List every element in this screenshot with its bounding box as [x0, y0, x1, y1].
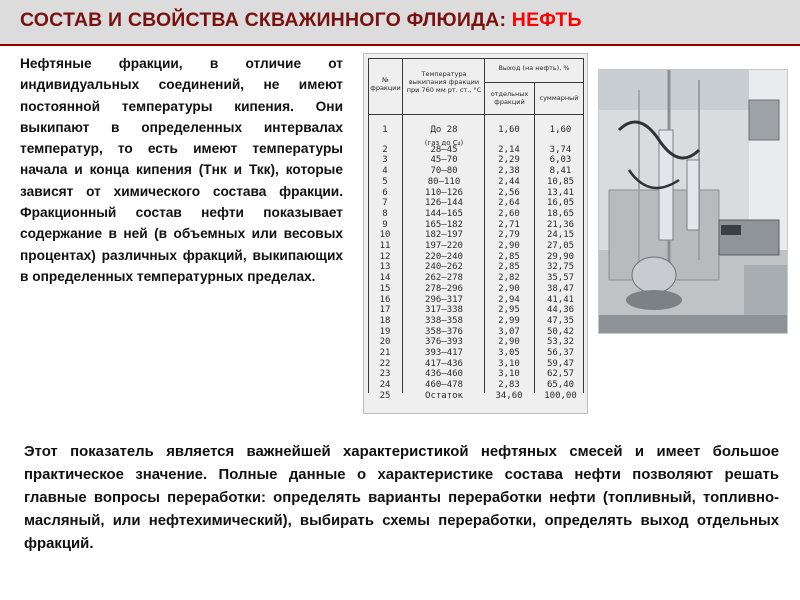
- row-number: 9: [382, 219, 388, 230]
- slide-title-main: СОСТАВ И СВОЙСТВА СКВАЖИННОГО ФЛЮИДА:: [20, 9, 507, 31]
- row-number: 1: [382, 125, 388, 135]
- row-separate-yield: 2,56: [498, 187, 520, 198]
- row-number: 25: [379, 390, 391, 401]
- table-header-separate: отдельных фракций: [490, 90, 529, 106]
- row-temperature: 376—393: [425, 337, 463, 348]
- fraction-table: [363, 53, 588, 414]
- row-number: 4: [382, 166, 388, 177]
- row-separate-yield: 2,71: [498, 219, 520, 230]
- row-separate-yield: 2,38: [498, 166, 520, 177]
- lab-apparatus-illustration: [599, 70, 788, 334]
- row-separate-yield: 34,60: [495, 390, 523, 401]
- row-cumulative-yield: 10,85: [546, 176, 575, 187]
- row-cumulative-yield: 6,03: [549, 155, 572, 166]
- row-number: 20: [379, 337, 391, 348]
- row-cumulative-yield: 47,35: [546, 315, 575, 326]
- row-temperature: 460—478: [425, 380, 463, 391]
- table-header-temperature: Температура выкипания фракции при 760 мм рт. ст., °С: [406, 70, 482, 94]
- row-number: 18: [379, 315, 391, 326]
- row-cumulative-yield: 8,41: [549, 166, 572, 177]
- table-header-cumulative: суммарный: [539, 94, 579, 102]
- row-number: 7: [382, 198, 388, 209]
- row-temperature: Остаток: [425, 390, 463, 401]
- row-temperature: 296—317: [425, 294, 463, 305]
- row-temperature: 417—436: [425, 358, 463, 369]
- row-cumulative-yield: 35,57: [546, 273, 575, 284]
- row-separate-yield: 2,29: [498, 155, 520, 166]
- row-cumulative-yield: 65,40: [546, 380, 575, 391]
- row-separate-yield: 3,10: [498, 369, 520, 380]
- row-cumulative-yield: 38,47: [546, 283, 575, 294]
- row-temperature: До 28: [430, 125, 458, 135]
- row-temperature: 182—197: [425, 230, 463, 241]
- row-temperature: 45—70: [430, 155, 458, 166]
- row-cumulative-yield: 41,41: [546, 294, 575, 305]
- row-separate-yield: 3,07: [498, 326, 520, 337]
- row-temperature: 126—144: [425, 198, 463, 209]
- slide-header: [0, 0, 800, 46]
- row-temperature: 262—278: [425, 273, 463, 284]
- row-number: 14: [379, 273, 391, 284]
- row-number: 8: [382, 208, 388, 219]
- row-temperature: 70—80: [430, 166, 458, 177]
- row-temperature: 80—110: [427, 176, 461, 187]
- row-separate-yield: 2,14: [498, 144, 520, 155]
- row-separate-yield: 2,94: [498, 294, 520, 305]
- row-number: 15: [379, 283, 391, 294]
- row-number: 23: [379, 369, 391, 380]
- row-separate-yield: 2,82: [498, 273, 520, 284]
- row-cumulative-yield: 16,05: [546, 198, 575, 209]
- row-separate-yield: 2,44: [498, 176, 520, 187]
- row-cumulative-yield: 1,60: [549, 125, 572, 135]
- table-row1-note: (газ до С₄): [424, 139, 464, 147]
- row-separate-yield: 2,85: [498, 262, 520, 273]
- slide-title: [20, 9, 582, 32]
- row-cumulative-yield: 44,36: [546, 305, 575, 316]
- row-separate-yield: 2,90: [498, 283, 520, 294]
- row-number: 2: [382, 144, 388, 155]
- row-cumulative-yield: 56,37: [546, 348, 575, 358]
- table-header-yield: Выход (на нефть), %: [498, 64, 570, 72]
- row-separate-yield: 3,05: [498, 348, 520, 358]
- row-separate-yield: 2,79: [498, 230, 520, 241]
- row-cumulative-yield: 18,65: [546, 208, 575, 219]
- row-temperature: 220—240: [425, 251, 463, 262]
- row-temperature: 28—45: [430, 144, 458, 155]
- row-number: 17: [379, 305, 391, 316]
- row-number: 16: [379, 294, 391, 305]
- row-cumulative-yield: 100,00: [544, 390, 577, 401]
- row-cumulative-yield: 13,41: [546, 187, 575, 198]
- row-cumulative-yield: 21,36: [546, 219, 575, 230]
- row-separate-yield: 2,83: [498, 380, 520, 391]
- row-cumulative-yield: 32,75: [546, 262, 575, 273]
- row-separate-yield: 2,99: [498, 315, 520, 326]
- row-cumulative-yield: 27,05: [546, 241, 575, 251]
- row-separate-yield: 2,64: [498, 198, 520, 209]
- row-cumulative-yield: 62,57: [546, 369, 575, 380]
- row-number: 10: [379, 230, 391, 241]
- lab-apparatus-photo: [598, 69, 788, 334]
- row-temperature: 393—417: [425, 348, 463, 358]
- row-separate-yield: 2,95: [498, 305, 520, 316]
- row-cumulative-yield: 59,47: [546, 358, 575, 369]
- row-temperature: 165—182: [425, 219, 463, 230]
- row-temperature: 240—262: [425, 262, 463, 273]
- row-temperature: 436—460: [425, 369, 463, 380]
- row-cumulative-yield: 29,90: [546, 251, 575, 262]
- row-temperature: 358—376: [425, 326, 463, 337]
- table-row: [364, 390, 589, 402]
- row-temperature: 317—338: [425, 305, 463, 316]
- row-number: 22: [379, 358, 391, 369]
- row-number: 19: [379, 326, 391, 337]
- row-cumulative-yield: 50,42: [546, 326, 575, 337]
- table-header-number: № фракции: [370, 76, 401, 92]
- row-separate-yield: 2,90: [498, 337, 520, 348]
- row-number: 24: [379, 380, 391, 391]
- row-separate-yield: 3,10: [498, 358, 520, 369]
- row-temperature: 278—296: [425, 283, 463, 294]
- row-cumulative-yield: 24,15: [546, 230, 575, 241]
- table-row: [364, 124, 589, 136]
- row-temperature: 338—358: [425, 315, 463, 326]
- row-separate-yield: 2,90: [498, 241, 520, 251]
- row-cumulative-yield: 3,74: [549, 144, 572, 155]
- row-number: 11: [379, 241, 391, 251]
- row-temperature: 144—165: [425, 208, 463, 219]
- row-separate-yield: 2,85: [498, 251, 520, 262]
- slide-title-accent: НЕФТЬ: [511, 9, 582, 31]
- row-cumulative-yield: 53,32: [546, 337, 575, 348]
- row-separate-yield: 1,60: [498, 125, 520, 135]
- conclusion-paragraph: Этот показатель является важнейшей характеристикой нефтяных смесей и имеет большое практическое значение. Полные данные о характеристике состава нефти позволяют решать главные вопросы переработки: определять варианты переработки нефти (топливный, топливно-масляный, или нефтехимический), выбирать схемы переработки, определять выход отдельных фракций.: [24, 444, 779, 552]
- row-temperature: 110—126: [425, 187, 463, 198]
- row-number: 3: [382, 155, 388, 166]
- row-number: 21: [379, 348, 391, 358]
- intro-paragraph: Нефтяные фракции, в отличие от индивидуальных соединений, не имеют постоянной температуры кипения. Они выкипают в определенных интервалах температур, то есть имеют температуры начала и конца кипения (Тнк и Ткк), которые зависят от химического состава фракции. Фракционный состав нефти показывает содержание в ней (в объемных или весовых процентах) различных фракций, выкипающих в определенных температурных пределах.: [20, 56, 343, 284]
- row-separate-yield: 2,60: [498, 208, 520, 219]
- row-temperature: 197—220: [425, 241, 463, 251]
- row-number: 13: [379, 262, 391, 273]
- row-number: 6: [382, 187, 388, 198]
- row-number: 5: [382, 176, 388, 187]
- row-number: 12: [379, 251, 391, 262]
